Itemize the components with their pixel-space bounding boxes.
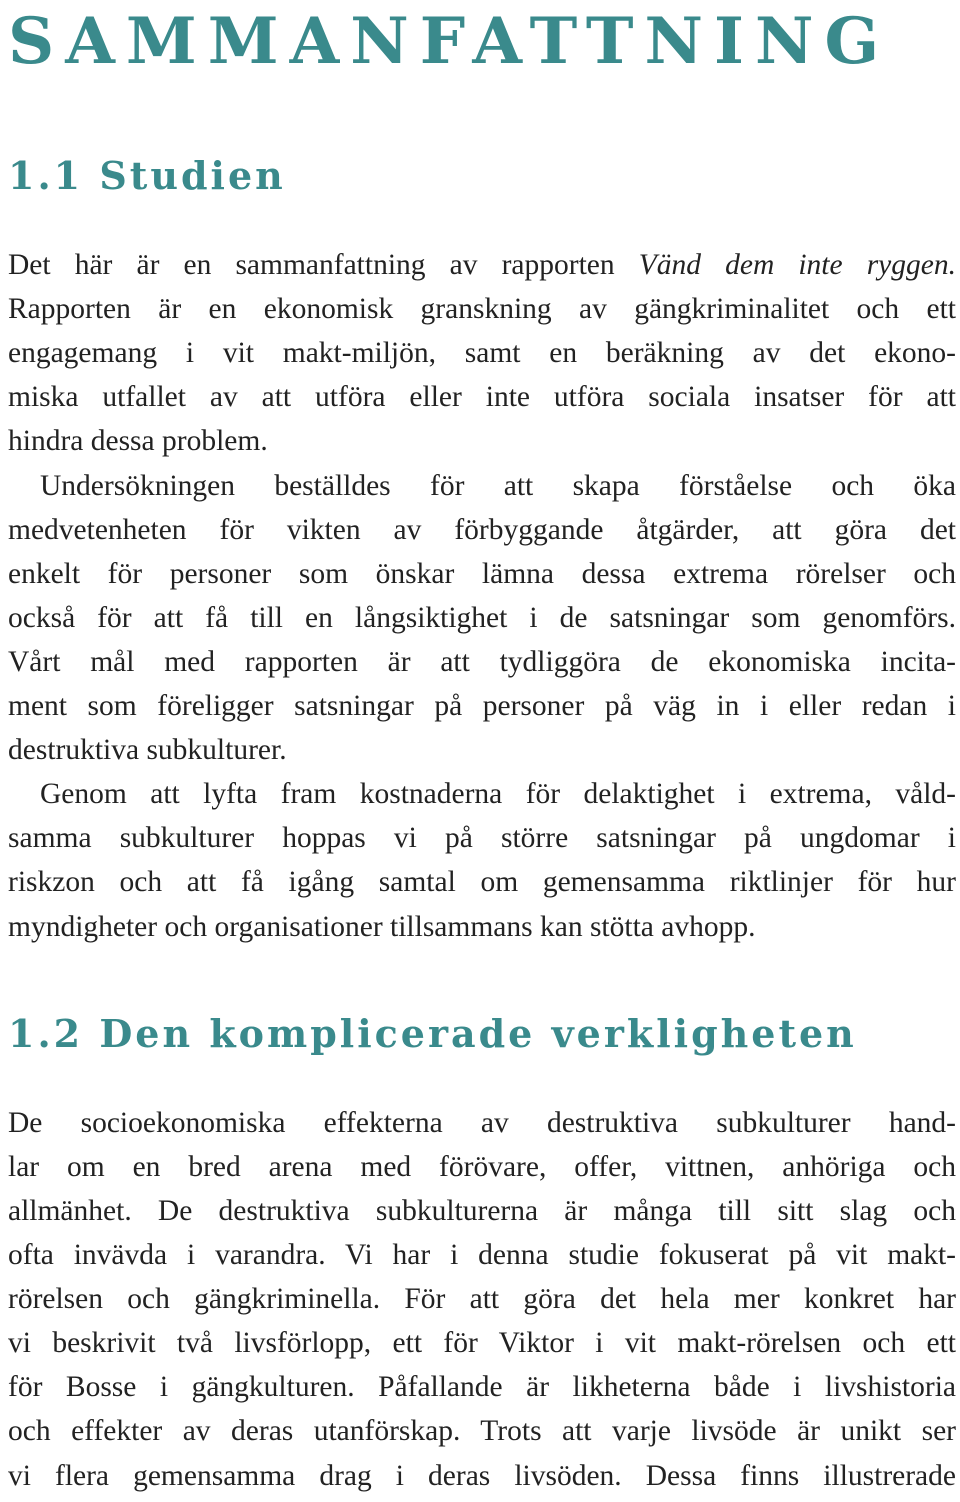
paragraph-line: och effekter av deras utanförskap. Trots att varje livsöde är unikt ser: [8, 1415, 956, 1447]
paragraph-line: myndigheter och organisationer tillsammans kan stötta avhopp.: [8, 911, 756, 943]
paragraph-line: riskzon och att få igång samtal om gemensamma riktlinjer för hur: [8, 866, 956, 898]
paragraph-line: ment som föreligger satsningar på personer på väg in i eller redan i: [8, 690, 956, 722]
paragraph-line: också för att få till en långsiktighet i de satsningar som genomförs.: [8, 602, 956, 634]
paragraph-line: medvetenheten för vikten av förbyggande åtgärder, att göra det: [8, 514, 956, 546]
paragraph-line: vi beskrivit två livsförlopp, ett för Viktor i vit makt-rörelsen och ett: [8, 1327, 956, 1359]
page-title: SAMMANFATTNING: [8, 4, 891, 79]
paragraph-line: Vårt mål med rapporten är att tydliggöra de ekonomiska incita-: [8, 646, 956, 678]
paragraph-line: Undersökningen beställdes för att skapa förståelse och öka: [40, 470, 956, 502]
paragraph-line: engagemang i vit makt-miljön, samt en beräkning av det ekono-: [8, 337, 956, 369]
section-heading-studien: 1.1 Studien: [8, 153, 286, 198]
paragraph-line: De socioekonomiska effekterna av destruktiva subkulturer hand-: [8, 1107, 956, 1139]
report-title-italic: Vänd dem inte ryggen.: [638, 249, 956, 281]
paragraph-line: allmänhet. De destruktiva subkulturerna är många till sitt slag och: [8, 1195, 956, 1227]
paragraph-line: destruktiva subkulturer.: [8, 734, 287, 766]
paragraph-line: Rapporten är en ekonomisk granskning av gängkriminalitet och ett: [8, 293, 956, 325]
paragraph-line: rörelsen och gängkriminella. För att göra det hela mer konkret har: [8, 1283, 956, 1315]
paragraph-line: för Bosse i gängkulturen. Påfallande är likheterna både i livshistoria: [8, 1371, 956, 1403]
paragraph-line: vi flera gemensamma drag i deras livsöden. Dessa finns illustrerade: [8, 1460, 956, 1492]
paragraph-line: lar om en bred arena med förövare, offer, vittnen, anhöriga och: [8, 1151, 956, 1183]
paragraph-line: enkelt för personer som önskar lämna dessa extrema rörelser och: [8, 558, 956, 590]
paragraph-line: Genom att lyfta fram kostnaderna för delaktighet i extrema, våld-: [40, 778, 956, 810]
paragraph-line: ofta invävda i varandra. Vi har i denna studie fokuserat på vit makt-: [8, 1239, 956, 1271]
section-heading-verkligheten: 1.2 Den komplicerade verkligheten: [8, 1011, 857, 1056]
paragraph-line: samma subkulturer hoppas vi på större satsningar på ungdomar i: [8, 822, 956, 854]
paragraph-line: miska utfallet av att utföra eller inte utföra sociala insatser för att: [8, 381, 956, 413]
paragraph-line: hindra dessa problem.: [8, 425, 268, 457]
paragraph-line: Det här är en sammanfattning av rapporten Vänd dem inte ryggen.: [8, 249, 956, 281]
